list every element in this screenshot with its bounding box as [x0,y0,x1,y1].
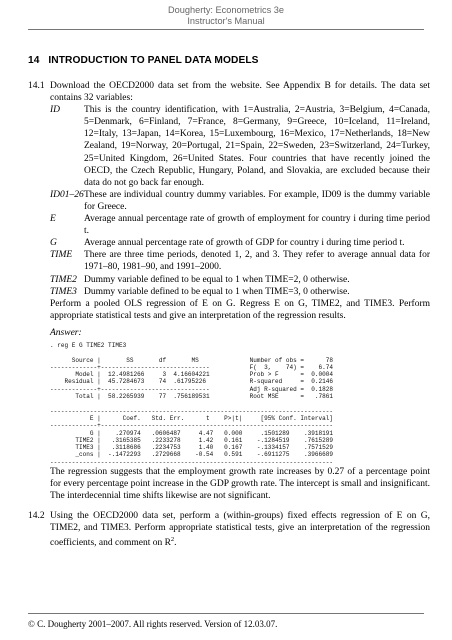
variable-item [50,286,430,298]
exercise-14-2 [28,510,430,549]
variable-term: TIME [50,250,73,261]
variable-term: TIME2 [50,274,77,285]
variable-item [50,189,430,213]
variable-description: These are individual country dummy variables. For example, ID09 is the dummy variable for Greece. [84,189,430,212]
r-squared-superscript: 2 [170,536,175,544]
exercise-intro: Download the OECD2000 data set from the website. See Appendix B for details. The data set contains 32 variables: [50,81,430,104]
exercise-task: Perform a pooled OLS regression of E on G. Regress E on G, TIME2, and TIME3. Perform appropriate statistical tests and give an interpretation of the regression results. [50,298,430,321]
variable-item [50,104,430,189]
variable-term: ID01–26 [50,189,84,200]
exercise-task-text: Using the OECD2000 data set, perform a (within-groups) fixed effects regression of E on G, TIME2, and TIME3. Perform appropriate statistical tests, give an interpretation of the regression coefficients, and comment on R [50,511,430,549]
variable-term: E [50,214,56,225]
variable-description: Dummy variable defined to be equal to 1 when TIME=3, 0 otherwise. [84,286,350,297]
variable-term: ID [50,105,61,116]
page-body [28,80,430,550]
variable-item [50,237,430,249]
exercise-task [50,510,430,549]
variable-description: This is the country identification, with 1=Australia, 2=Austria, 3=Belgium, 4=Canada, 5=Denmark, 6=Finland, 7=France, 8=Germany, 9=Greece, 10=Iceland, 11=Ireland, 12=Italy, 13=Japan, 14=Korea, 15=Luxembourg, 16=Mexico, 17=Netherlands, 18=New Zealand, 19=Norway, 20=Portugal, 21=Spain, 22=Sweden, 23=Switzerland, 24=Turkey, 25=United Kingdom, 26=United States. Four countries that have recently joined the OECD, the Czech Republic, Hungary, Poland, and Slovakia, are excluded because their data do not go back far enough. [84,105,430,188]
variable-item [50,213,430,237]
header-rule [28,29,424,30]
answer-interpretation: The regression suggests that the employment growth rate increases by 0.27 of a percentage point for every percentage point increase in the GDP growth rate. The intercept is small and insignificant. The interdecennial time shifts likewise are not significant. [50,467,430,502]
exercise-text [50,80,430,502]
variable-description: Dummy variable defined to be equal to 1 when TIME=2, 0 otherwise. [84,274,350,285]
exercise-number: 14.1 [28,81,45,91]
exercise-task-end: . [174,538,177,549]
footer-rule [28,613,424,614]
variable-description: Average annual percentage rate of growth of GDP for country i during time period t. [84,238,405,249]
chapter-title: 14 INTRODUCTION TO PANEL DATA MODELS [28,55,259,66]
exercise-number: 14.2 [28,511,45,522]
variable-item [50,274,430,286]
copyright-footer: © C. Dougherty 2001–2007. All rights reserved. Version of 12.03.07. [28,619,278,629]
header-manual-title: Instructor's Manual [187,16,265,26]
variable-term: G [50,238,57,249]
header-book-title: Dougherty: Econometrics 3e [168,5,284,15]
exercise-14-1 [28,80,430,502]
variable-description: Average annual percentage rate of growth of employment for country i during time period t. [84,214,430,237]
running-header [0,5,452,27]
variable-term: TIME3 [50,286,77,297]
answer-label: Answer: [50,327,82,338]
stata-regression-output: . reg E G TIME2 TIME3 Source | SS df MS Number of obs = 78 -------------+------------------------------ F( 3, 74) = 6.74 Model | 12.4981266 3 4.16604221 Prob > F = 0.0004 Residual | 45.7284673 74 .61795226 R-squared = 0.2146 -------------+------------------------------ Adj R-squared = 0.1828 Total | 58.2265939 77 .756189531 Root MSE = .7861 ------------------------------------------------------------------------------ E | Coef. Std. Err. t P>|t| [95% Conf. Interval] -------------+---------------------------------------------------------------- G | .270974 .0606487 4.47 0.000 .1501289 .3918191 TIME2 | .3165385 .2233278 1.42 0.161 -.1284519 .7615289 TIME3 | .3118686 .2234753 1.40 0.167 -.1334157 .7571529 _cons | -.1472293 .2729668 -0.54 0.591 -.6911275 .3966689 ------------------------------------------------------------------------------ [50,341,334,466]
variable-item [50,249,430,273]
variable-list [50,104,430,298]
variable-description: There are three time periods, denoted 1, 2, and 3. They refer to average annual data for 1971–80, 1981–90, and 1991–2000. [84,250,430,273]
exercise-text [50,510,430,549]
